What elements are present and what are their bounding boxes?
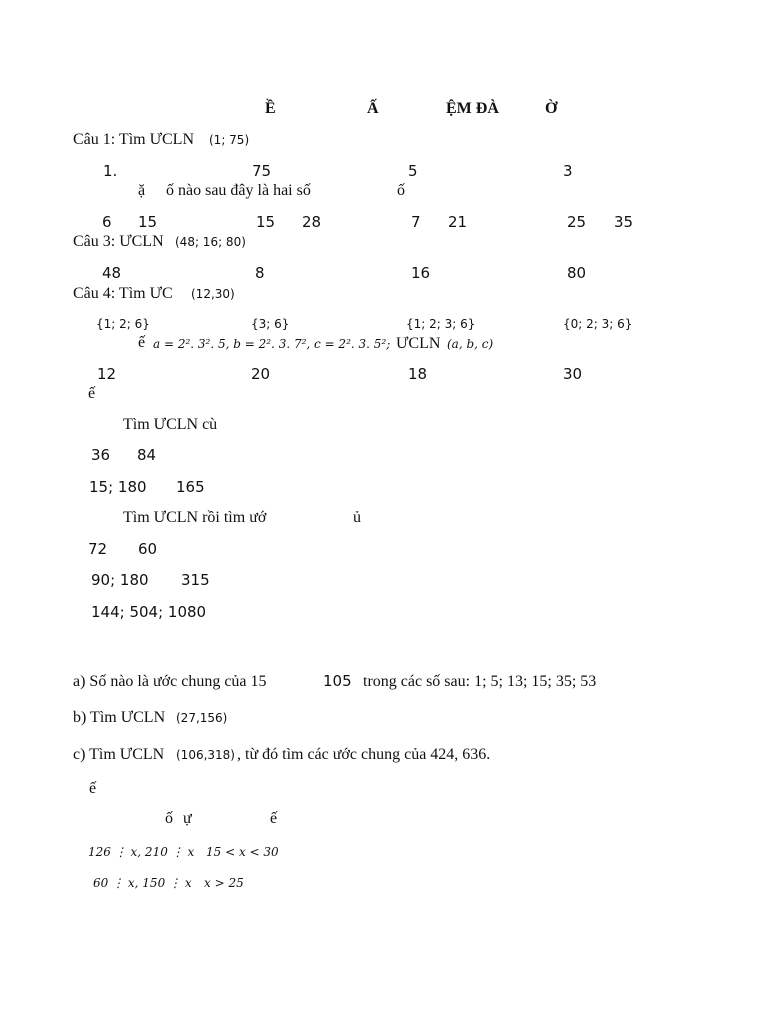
section-mark-2: ế [89,780,97,797]
section-mark-1: ế [88,385,96,402]
question-5-option-a: 12 [97,365,117,383]
question-3-option-a: 48 [102,264,122,282]
question-4-arg: (12,30) [191,287,235,301]
question-3-option-b: 8 [255,264,265,282]
exercise-4-fragment-a: ố [165,810,173,827]
question-1-label: Câu 1: Tìm ƯCLN [73,131,195,148]
exercise-3-part-c-label: c) Tìm ƯCLN [73,746,165,763]
exercise-2-item-c: 144; 504; 1080 [91,603,207,621]
title-fragment-1: Ề [265,100,276,117]
exercise-2-label-tail: ủ [353,509,361,526]
exercise-2-label: Tìm ƯCLN rồi tìm ướ [123,509,267,526]
question-4-option-b: {3; 6} [251,317,290,331]
exercise-2-item-b1: 90; 180 [91,571,149,589]
exercise-2-item-a2: 60 [138,540,158,558]
exercise-4-fragment-c: ế [270,810,278,827]
question-3-option-c: 16 [411,264,431,282]
question-4-option-a: {1; 2; 6} [96,317,150,331]
question-1-option-d: 3 [563,162,573,180]
question-2-option-c2: 21 [448,213,468,231]
exercise-1-item-a1: 36 [91,446,111,464]
question-1-option-c: 5 [408,162,418,180]
exercise-1-item-b2: 165 [176,478,205,496]
question-2-option-d1: 25 [567,213,587,231]
question-2-prompt-c: ố [397,182,405,199]
exercise-4-condition-2b: x > 25 [204,876,244,890]
question-5-option-d: 30 [563,365,583,383]
exercise-4-condition-2a: 60 ⋮ x, 150 ⋮ x [93,876,192,890]
exercise-3-part-a-text: a) Số nào là ước chung của 15 [73,673,267,690]
exercise-3-part-c-arg: (106,318) [176,748,235,762]
question-5-option-c: 18 [408,365,428,383]
exercise-3-part-b-label: b) Tìm ƯCLN [73,709,166,726]
exercise-3-part-c-tail: , từ đó tìm các ước chung của 424, 636. [237,746,491,763]
question-5-formula: a = 2². 3². 5, b = 2². 3. 7², c = 2². 3. 5²; [153,337,391,351]
question-3-arg: (48; 16; 80) [175,235,246,249]
question-5-gcd-label: ƯCLN [396,335,441,352]
question-4-label: Câu 4: Tìm ƯC [73,285,173,302]
question-3-label: Câu 3: ƯCLN [73,233,164,250]
exercise-4-condition-1b: 15 < x < 30 [206,845,279,859]
exercise-3-part-a-tail: trong các số sau: 1; 5; 13; 15; 35; 53 [363,673,597,690]
question-5-gcd-arg: (a, b, c) [447,337,494,351]
question-2-option-c1: 7 [411,213,421,231]
title-fragment-4: Ờ [545,100,558,117]
title-fragment-2: Ấ [367,100,379,117]
question-1-option-a: 1. [103,162,118,180]
question-2-option-b1: 15 [256,213,276,231]
exercise-1-item-b1: 15; 180 [89,478,147,496]
question-2-option-a2: 15 [138,213,158,231]
question-4-option-d: {0; 2; 3; 6} [563,317,633,331]
question-2-option-d2: 35 [614,213,634,231]
question-1-option-b: 75 [252,162,272,180]
title-fragment-3: ỆM ĐÀ [446,100,499,117]
question-5-option-b: 20 [251,365,271,383]
question-3-option-d: 80 [567,264,587,282]
question-4-option-c: {1; 2; 3; 6} [406,317,476,331]
exercise-1-label: Tìm ƯCLN cù [123,416,218,433]
exercise-2-item-a1: 72 [88,540,108,558]
question-2-option-a1: 6 [102,213,112,231]
question-2-prompt-b: ố nào sau đây là hai số [166,182,311,199]
question-2-option-b2: 28 [302,213,322,231]
question-1-arg: (1; 75) [209,133,250,147]
exercise-2-item-b2: 315 [181,571,210,589]
exercise-3-part-b-arg: (27,156) [176,711,228,725]
exercise-3-part-a-number: 105 [323,672,352,690]
exercise-1-item-a2: 84 [137,446,157,464]
question-5-prefix: ế [138,334,146,351]
exercise-4-fragment-b: ự [183,810,192,827]
question-2-prompt-a: ặ [138,182,146,199]
exercise-4-condition-1a: 126 ⋮ x, 210 ⋮ x [88,845,195,859]
